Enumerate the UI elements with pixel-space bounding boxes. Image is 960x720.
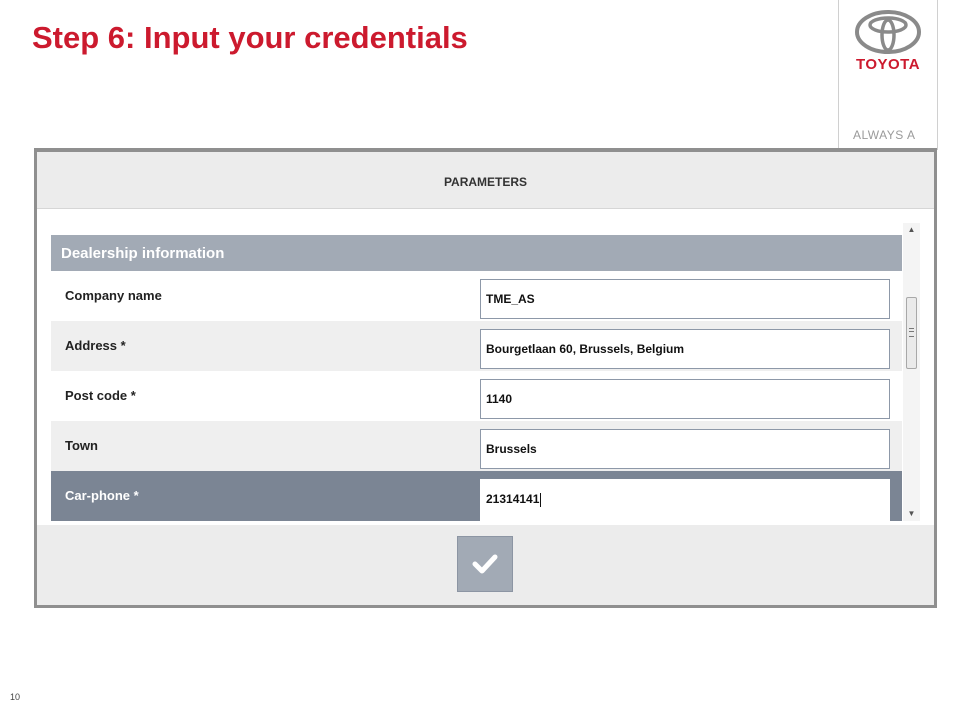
town-input[interactable]: Brussels [480,429,890,469]
post-code-label: Post code * [65,388,136,403]
company-name-input[interactable]: TME_AS [480,279,890,319]
form-row-town [51,421,902,471]
checkmark-icon [472,553,498,575]
address-label: Address * [65,338,126,353]
confirm-button[interactable] [457,536,513,592]
form-row-post-code [51,371,902,421]
parameters-header: PARAMETERS [37,152,934,209]
town-label: Town [65,438,98,453]
text-caret [540,493,541,507]
parameters-window [34,148,937,608]
scroll-down-arrow-icon[interactable]: ▼ [907,509,916,518]
page-number: 10 [10,692,21,702]
section-header-dealership: Dealership information [51,235,902,271]
car-phone-label: Car-phone * [65,488,139,503]
car-phone-value: 21314141 [486,492,540,506]
slide-title: Step 6: Input your credentials [32,20,468,55]
vertical-scrollbar[interactable] [903,223,920,521]
form-row-company-name [51,271,902,321]
grip-icon [909,328,914,337]
post-code-input[interactable]: 1140 [480,379,890,419]
toyota-emblem-icon [855,10,921,54]
scroll-up-arrow-icon[interactable]: ▲ [907,225,916,234]
scroll-thumb[interactable] [906,297,917,369]
form-row-car-phone [51,471,902,521]
company-name-label: Company name [65,288,162,303]
brand-slogan: ALWAYS A [853,128,916,142]
form-row-address [51,321,902,371]
brand-panel [838,0,938,150]
brand-name: TOYOTA [855,56,921,73]
address-input[interactable]: Bourgetlaan 60, Brussels, Belgium [480,329,890,369]
car-phone-input[interactable] [480,479,890,521]
form-area [37,209,934,525]
